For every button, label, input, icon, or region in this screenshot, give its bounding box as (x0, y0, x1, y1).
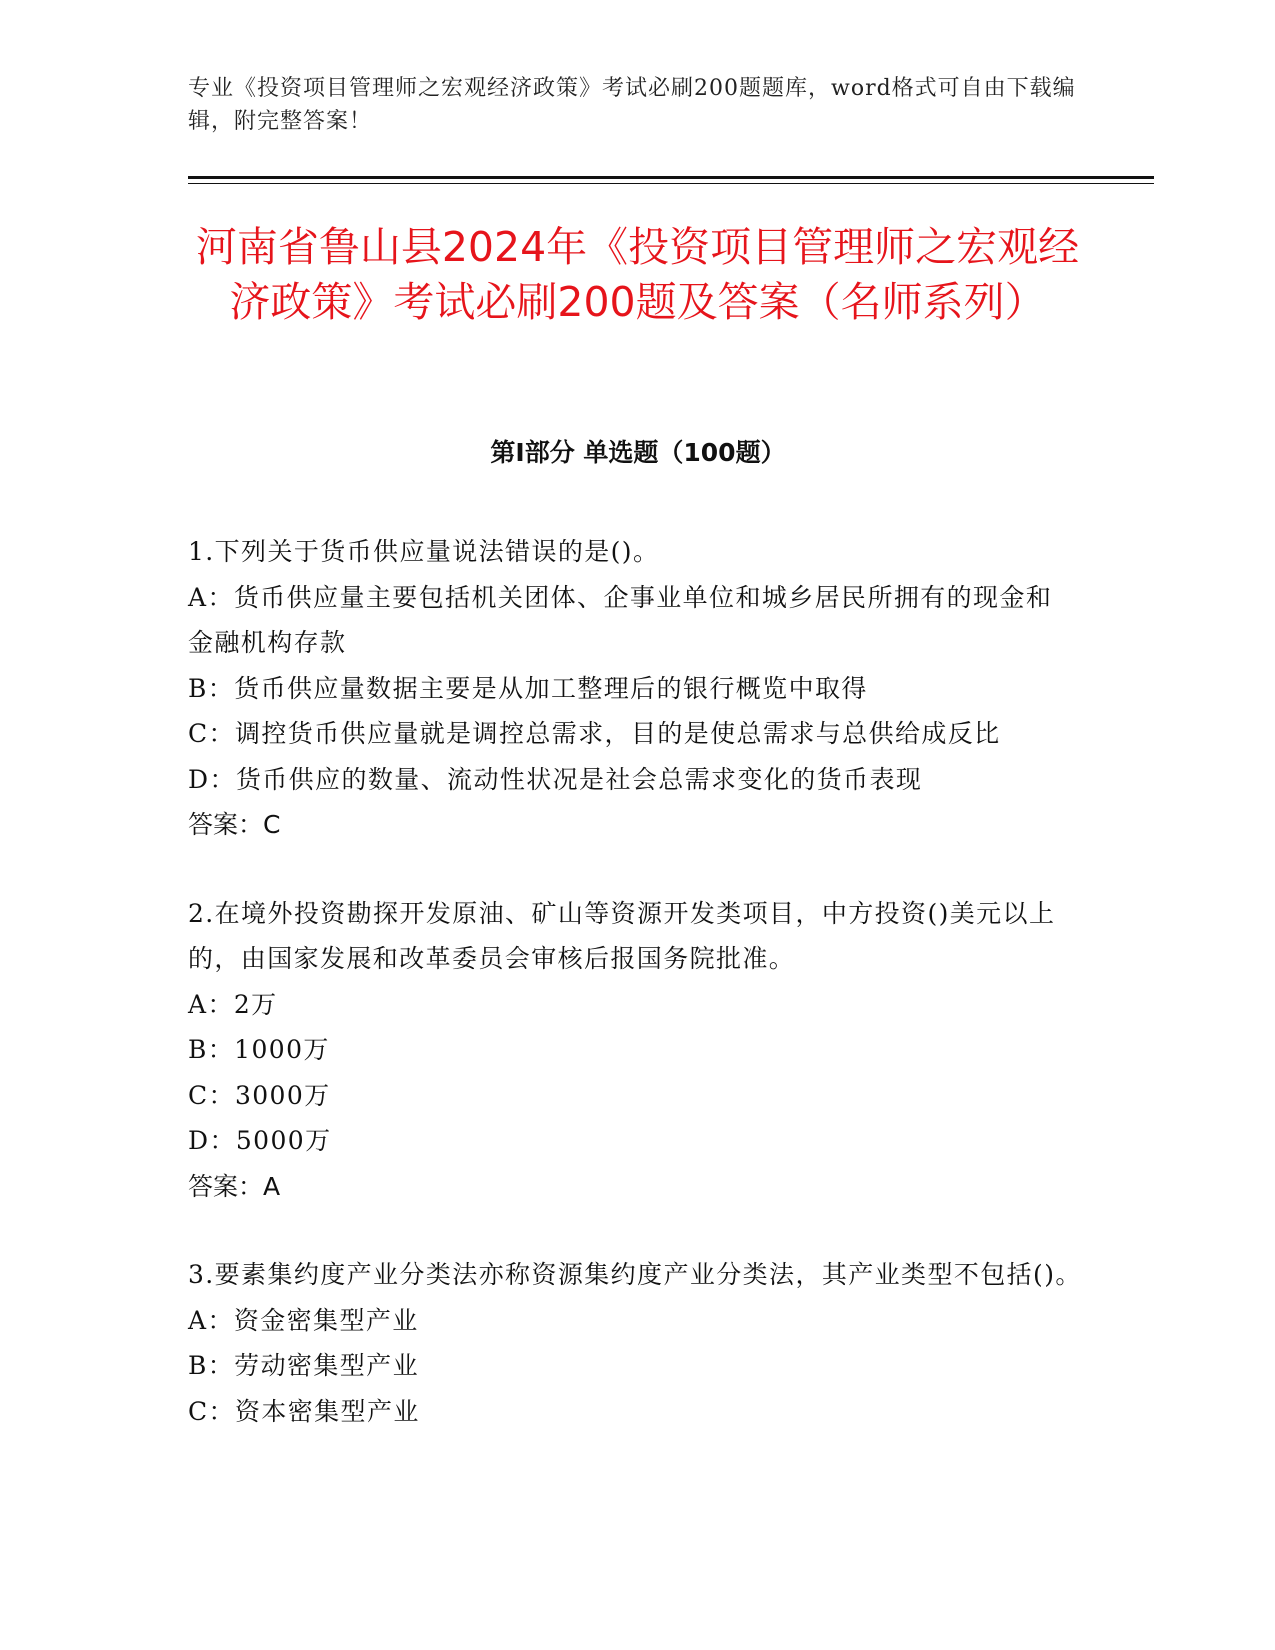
option-text: 劳动密集型产业 (234, 1351, 419, 1380)
option-label: D： (188, 1126, 236, 1155)
option-label: C： (188, 719, 235, 748)
option-label: B： (188, 1035, 235, 1064)
header-divider-thin (188, 183, 1154, 184)
answer: 答案：A (188, 1171, 281, 1201)
option-b (188, 1027, 1088, 1073)
option-text: 3000万 (234, 1080, 331, 1110)
option-a (188, 1298, 1088, 1344)
document-title: 河南省鲁山县2024年《投资项目管理师之宏观经济政策》考试必刷200题及答案（名师系列） (195, 223, 1080, 326)
option-label: C： (188, 1396, 235, 1426)
answer: 答案：C (188, 810, 281, 839)
option-text: 资本密集型产业 (234, 1396, 420, 1426)
option-text: 货币供应量主要包括机关团体、企事业单位和城乡居民所拥有的现金和金融机构存款 (188, 582, 1053, 657)
header-note: 专业《投资项目管理师之宏观经济政策》考试必刷200题题库，word格式可自由下载编辑，附完整答案！ (188, 76, 1076, 134)
option-text: 5000万 (235, 1126, 332, 1155)
option-text: 资金密集型产业 (233, 1305, 419, 1335)
option-d (188, 757, 1088, 803)
option-text: 货币供应量数据主要是从加工整理后的银行概览中取得 (234, 673, 868, 703)
option-label: C： (188, 1080, 235, 1110)
option-label: A： (188, 582, 234, 612)
question-stem: 3.要素集约度产业分类法亦称资源集约度产业分类法，其产业类型不包括()。 (188, 1260, 1082, 1289)
option-a (188, 575, 1068, 666)
option-label: A： (188, 1305, 234, 1335)
header-divider-thick (188, 176, 1154, 179)
option-text: 货币供应的数量、流动性状况是社会总需求变化的货币表现 (235, 764, 923, 794)
option-b (188, 1343, 1088, 1389)
option-label: D： (188, 764, 236, 794)
section-heading: 第Ⅰ部分 单选题（100题） (490, 438, 786, 467)
option-text: 1000万 (234, 1035, 330, 1064)
option-c (188, 1389, 1088, 1435)
question-2 (188, 891, 1088, 1210)
option-label: A： (188, 989, 234, 1019)
option-text: 2万 (233, 989, 278, 1019)
option-a (188, 982, 1088, 1028)
question-3 (188, 1252, 1088, 1434)
option-label: B： (188, 1351, 235, 1380)
question-stem: 1.下列关于货币供应量说法错误的是()。 (188, 537, 660, 566)
option-text: 调控货币供应量就是调控总需求，目的是使总需求与总供给成反比 (234, 719, 1001, 748)
question-list (188, 529, 1088, 1477)
option-b (188, 666, 1088, 712)
option-c (188, 711, 1088, 757)
option-label: B： (188, 673, 235, 703)
option-d (188, 1118, 1088, 1164)
option-c (188, 1073, 1088, 1119)
question-1 (188, 529, 1088, 848)
question-stem: 2.在境外投资勘探开发原油、矿山等资源开发类项目，中方投资()美元以上的，由国家发展和改革委员会审核后报国务院批准。 (188, 898, 1056, 973)
